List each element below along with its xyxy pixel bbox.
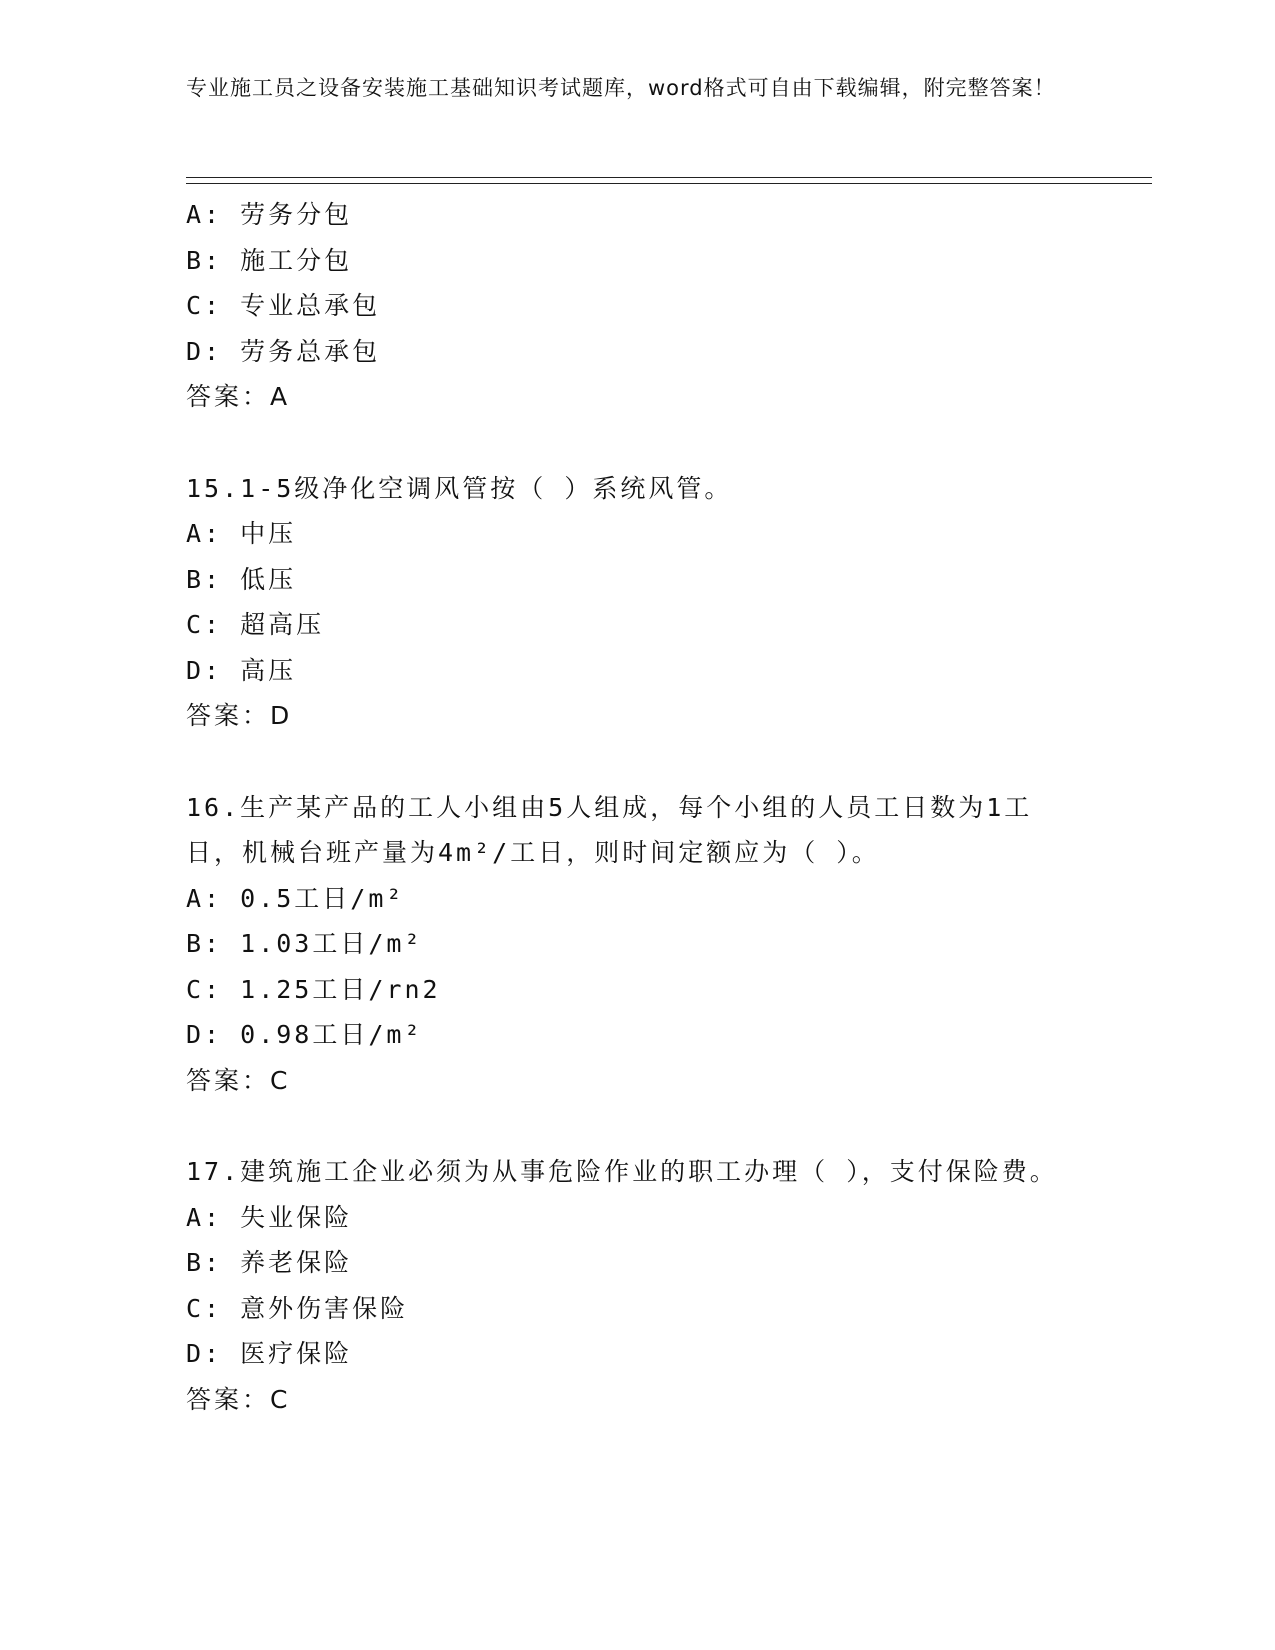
option-c: C: 超高压 (186, 610, 325, 639)
option-a: A: 劳务分包 (186, 200, 353, 229)
option-a: A: 0.5工日/m² (186, 883, 405, 913)
option-b: B: 施工分包 (186, 245, 353, 275)
option-a: A: 失业保险 (186, 1202, 353, 1232)
option-b: B: 1.03工日/m² (186, 929, 423, 958)
option-d: D: 医疗保险 (186, 1339, 353, 1368)
option-a: A: 中压 (186, 519, 297, 548)
question-15 (186, 466, 1146, 739)
question-17 (186, 1149, 1146, 1422)
question-16 (186, 785, 1146, 1104)
option-d: D: 劳务总承包 (186, 336, 381, 366)
option-c: C: 1.25工日/rn2 (186, 974, 441, 1004)
question-stem: 17.建筑施工企业必须为从事危险作业的职工办理（ ），支付保险费。 (186, 1157, 1058, 1186)
option-c: C: 专业总承包 (186, 291, 381, 320)
option-b: B: 低压 (186, 564, 297, 594)
option-d: D: 0.98工日/m² (186, 1020, 423, 1049)
answer-text: 答案：C (186, 1065, 291, 1095)
answer-text: 答案：C (186, 1384, 291, 1414)
answer-text: 答案：D (186, 701, 293, 730)
question-stem: 15.1-5级净化空调风管按（ ）系统风管。 (186, 473, 733, 503)
question-14 (186, 192, 1146, 420)
answer-text: 答案：A (186, 382, 291, 411)
option-c: C: 意外伤害保险 (186, 1293, 409, 1323)
header-divider-top (186, 177, 1152, 178)
option-d: D: 高压 (186, 655, 297, 685)
document-header: 专业施工员之设备安装施工基础知识考试题库，word格式可自由下载编辑，附完整答案！ (186, 76, 1056, 100)
header-divider-bottom (186, 183, 1152, 184)
question-content (186, 192, 1146, 1422)
option-b: B: 养老保险 (186, 1248, 353, 1277)
question-stem: 16.生产某产品的工人小组由5人组成，每个小组的人员工日数为1工日，机械台班产量为4m²/工日，则时间定额应为（ ）。 (186, 792, 1033, 867)
